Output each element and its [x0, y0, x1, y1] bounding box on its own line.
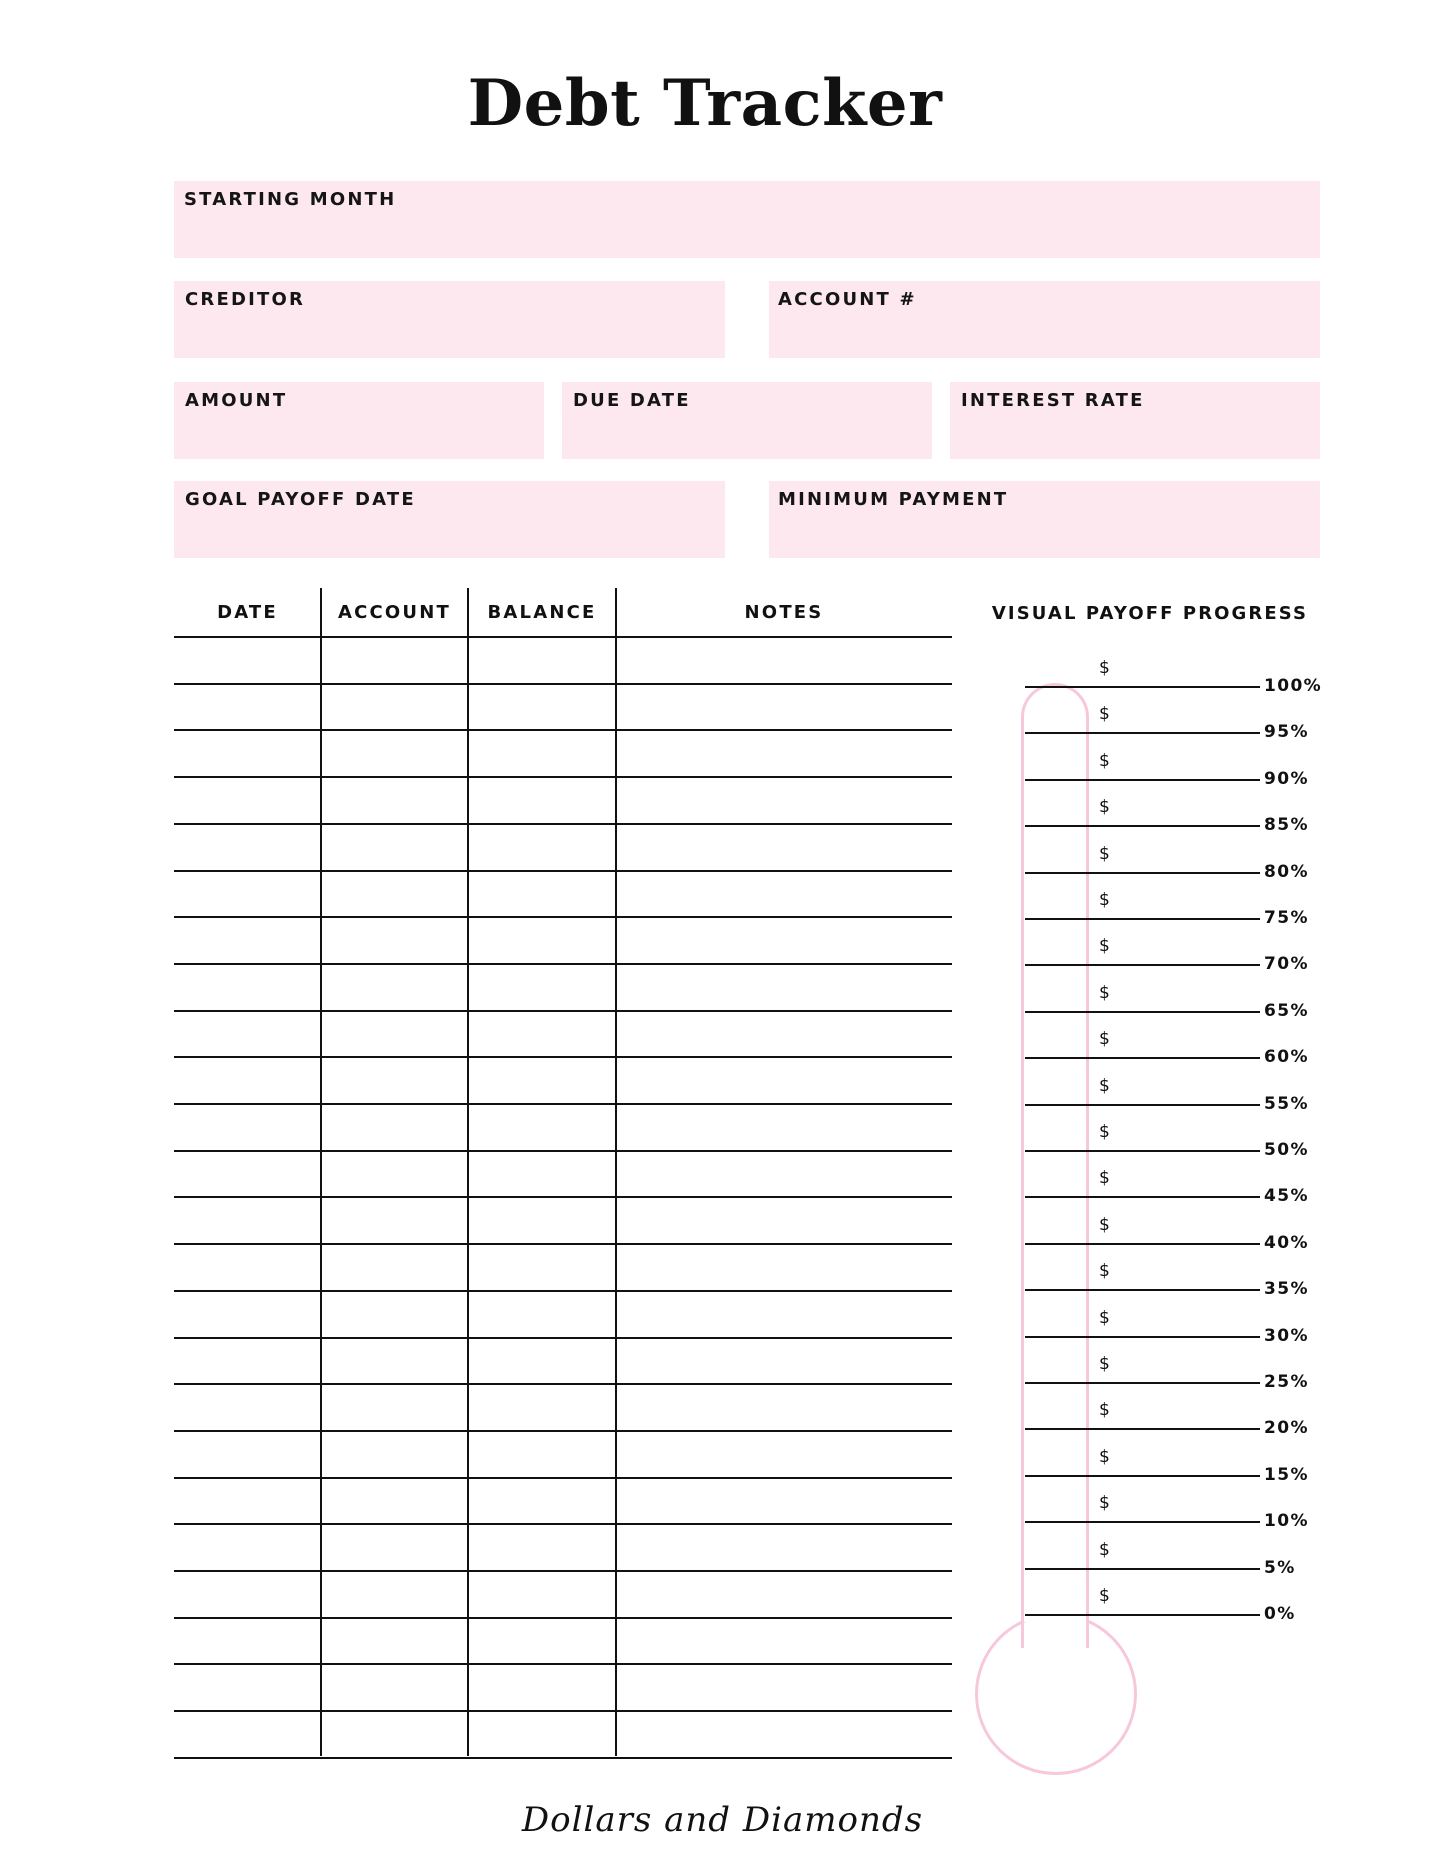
progress-tick-line: [1025, 1382, 1260, 1384]
progress-amount-slot[interactable]: $: [1099, 1214, 1110, 1235]
payment-log-table: [174, 588, 952, 1756]
progress-amount-slot[interactable]: $: [1099, 1493, 1110, 1514]
page-title: Debt Tracker: [467, 66, 943, 141]
due-date-field[interactable]: [562, 382, 932, 459]
column-divider: [615, 588, 617, 1756]
goal-payoff-date-label: GOAL PAYOFF DATE: [185, 489, 416, 510]
column-header-notes: NOTES: [744, 602, 824, 623]
table-row[interactable]: [174, 1430, 952, 1432]
progress-tick-line: [1025, 872, 1260, 874]
progress-amount-slot[interactable]: $: [1099, 1586, 1110, 1606]
creditor-label: CREDITOR: [185, 289, 306, 310]
progress-percent-label: 55%: [1264, 1093, 1309, 1114]
table-header-rule: [174, 636, 952, 638]
progress-tick-line: [1025, 1104, 1260, 1106]
table-row[interactable]: [174, 1010, 952, 1012]
progress-amount-slot[interactable]: $: [1099, 1539, 1110, 1560]
table-row[interactable]: [174, 1477, 952, 1479]
progress-amount-slot[interactable]: $: [1099, 658, 1110, 678]
table-row[interactable]: [174, 1570, 952, 1572]
progress-percent-label: 10%: [1264, 1511, 1309, 1532]
table-row[interactable]: [174, 1243, 952, 1245]
thermometer-tube: [1021, 683, 1089, 1648]
progress-tick-line: [1025, 732, 1260, 734]
progress-tick-line: [1025, 1614, 1260, 1616]
goal-payoff-date-field[interactable]: [174, 481, 725, 558]
progress-tick-line: [1025, 1521, 1260, 1523]
minimum-payment-label: MINIMUM PAYMENT: [778, 489, 1009, 510]
progress-percent-label: 70%: [1264, 954, 1309, 975]
account-number-field[interactable]: [769, 281, 1320, 358]
progress-percent-label: 15%: [1264, 1464, 1309, 1485]
brand-signature: Dollars and Diamonds: [521, 1800, 924, 1840]
progress-tick-line: [1025, 1475, 1260, 1477]
progress-percent-label: 65%: [1264, 1000, 1309, 1021]
progress-percent-label: 20%: [1264, 1418, 1309, 1439]
table-row[interactable]: [174, 1757, 952, 1759]
starting-month-field[interactable]: [174, 181, 1320, 258]
table-row[interactable]: [174, 683, 952, 685]
table-row[interactable]: [174, 1290, 952, 1292]
progress-percent-label: 60%: [1264, 1047, 1309, 1068]
minimum-payment-field[interactable]: [769, 481, 1320, 558]
column-divider: [320, 588, 322, 1756]
progress-tick-line: [1025, 918, 1260, 920]
table-row[interactable]: [174, 1056, 952, 1058]
table-row[interactable]: [174, 1523, 952, 1525]
progress-amount-slot[interactable]: $: [1099, 704, 1110, 725]
table-row[interactable]: [174, 1617, 952, 1619]
progress-percent-label: 80%: [1264, 861, 1309, 882]
progress-amount-slot[interactable]: $: [1099, 750, 1110, 771]
progress-tick-line: [1025, 1011, 1260, 1013]
table-row[interactable]: [174, 1337, 952, 1339]
table-row[interactable]: [174, 1383, 952, 1385]
table-row[interactable]: [174, 776, 952, 778]
due-date-label: DUE DATE: [573, 390, 691, 411]
column-divider: [467, 588, 469, 1756]
progress-amount-slot[interactable]: $: [1099, 1400, 1110, 1421]
progress-amount-slot[interactable]: $: [1099, 982, 1110, 1003]
progress-tick-line: [1025, 1243, 1260, 1245]
progress-amount-slot[interactable]: $: [1099, 936, 1110, 957]
amount-label: AMOUNT: [185, 390, 288, 411]
progress-tick-line: [1025, 1196, 1260, 1198]
table-row[interactable]: [174, 916, 952, 918]
interest-rate-label: INTEREST RATE: [961, 390, 1145, 411]
progress-amount-slot[interactable]: $: [1099, 1354, 1110, 1374]
progress-amount-slot[interactable]: $: [1099, 1168, 1110, 1189]
table-row[interactable]: [174, 1196, 952, 1198]
progress-percent-label: 85%: [1264, 815, 1309, 836]
progress-percent-label: 90%: [1264, 768, 1309, 789]
starting-month-label: STARTING MONTH: [184, 189, 397, 210]
progress-percent-label: 95%: [1264, 722, 1309, 743]
progress-amount-slot[interactable]: $: [1099, 797, 1110, 818]
progress-amount-slot[interactable]: $: [1099, 1075, 1110, 1096]
table-row[interactable]: [174, 870, 952, 872]
creditor-field[interactable]: [174, 281, 725, 358]
progress-amount-slot[interactable]: $: [1099, 1307, 1110, 1328]
progress-percent-label: 25%: [1264, 1372, 1309, 1392]
progress-amount-slot[interactable]: $: [1099, 1029, 1110, 1050]
table-row[interactable]: [174, 1150, 952, 1152]
progress-tick-line: [1025, 1057, 1260, 1059]
progress-amount-slot[interactable]: $: [1099, 890, 1110, 910]
progress-tick-line: [1025, 1150, 1260, 1152]
progress-tick-line: [1025, 825, 1260, 827]
progress-percent-label: 100%: [1264, 676, 1323, 696]
progress-tick-line: [1025, 1289, 1260, 1291]
amount-field[interactable]: [174, 382, 544, 459]
progress-tick-line: [1025, 686, 1260, 688]
progress-percent-label: 40%: [1264, 1232, 1309, 1253]
column-header-date: DATE: [217, 602, 278, 623]
table-row[interactable]: [174, 1710, 952, 1712]
table-row[interactable]: [174, 963, 952, 965]
progress-percent-label: 35%: [1264, 1279, 1309, 1300]
progress-amount-slot[interactable]: $: [1099, 1122, 1110, 1142]
progress-percent-label: 50%: [1264, 1140, 1309, 1160]
progress-percent-label: 45%: [1264, 1186, 1309, 1207]
progress-tick-line: [1025, 779, 1260, 781]
progress-tick-line: [1025, 1428, 1260, 1430]
progress-tick-line: [1025, 1568, 1260, 1570]
table-row[interactable]: [174, 1103, 952, 1105]
table-row[interactable]: [174, 729, 952, 731]
table-row[interactable]: [174, 823, 952, 825]
thermometer-bulb: [975, 1613, 1137, 1775]
progress-tick-line: [1025, 964, 1260, 966]
progress-percent-label: 30%: [1264, 1325, 1309, 1346]
column-header-account: ACCOUNT: [337, 602, 451, 623]
table-row[interactable]: [174, 1663, 952, 1665]
progress-amount-slot[interactable]: $: [1099, 1261, 1110, 1282]
progress-tick-line: [1025, 1336, 1260, 1338]
progress-percent-label: 0%: [1264, 1604, 1296, 1624]
interest-rate-field[interactable]: [950, 382, 1320, 459]
progress-amount-slot[interactable]: $: [1099, 843, 1110, 864]
progress-amount-slot[interactable]: $: [1099, 1446, 1110, 1467]
column-header-balance: BALANCE: [487, 602, 597, 623]
progress-percent-label: 75%: [1264, 908, 1309, 928]
progress-percent-label: 5%: [1264, 1557, 1296, 1578]
account-number-label: ACCOUNT #: [778, 289, 917, 310]
progress-title: VISUAL PAYOFF PROGRESS: [991, 603, 1309, 624]
